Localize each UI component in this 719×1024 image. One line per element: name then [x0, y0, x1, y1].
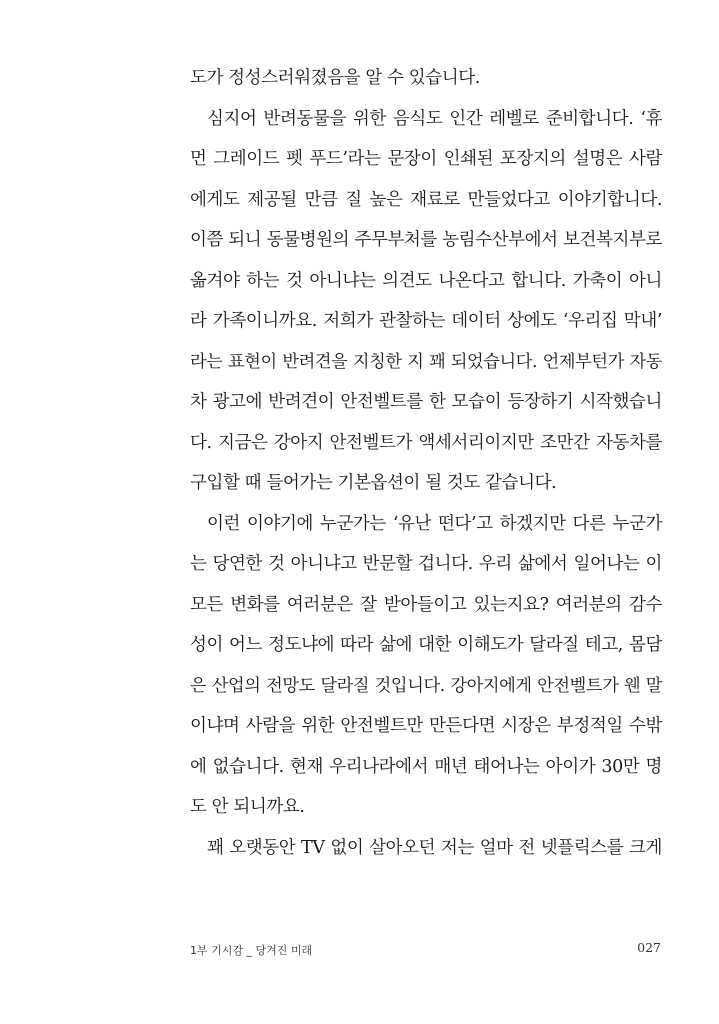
text-line: 차 광고에 반려견이 안전벨트를 한 모습이 등장하기 시작했습니 — [190, 392, 662, 412]
text-line: 에 없습니다. 현재 우리나라에서 매년 태어나는 아이가 30만 명 — [190, 756, 662, 777]
page-number: 027 — [637, 940, 661, 955]
text-line: 에게도 제공될 만큼 질 높은 재료로 만들었다고 이야기합니다. — [190, 189, 662, 210]
text-line: 심지어 반려동물을 위한 음식도 인간 레벨로 준비합니다. ‘휴 — [207, 108, 662, 129]
text-line: 구입할 때 들어가는 기본옵션이 될 것도 같습니다. — [190, 473, 557, 493]
body-text — [190, 58, 662, 868]
text-line: 도 안 되니까요. — [190, 797, 305, 817]
text-line: 이런 이야기에 누군가는 ‘유난 떤다’고 하겠지만 다른 누군가 — [207, 513, 662, 534]
text-line: 모든 변화를 여러분은 잘 받아들이고 있는지요? 여러분의 감수 — [190, 594, 662, 615]
text-line: 라 가족이니까요. 저희가 관찰하는 데이터 상에도 ‘우리집 막내’ — [190, 311, 662, 331]
text-line: 은 산업의 전망도 달라질 것입니다. 강아지에게 안전벨트가 웬 말 — [190, 675, 662, 696]
text-line: 옮겨야 하는 것 아니냐는 의견도 나온다고 합니다. 가축이 아니 — [190, 270, 662, 291]
text-line: 라는 표현이 반려견을 지칭한 지 꽤 되었습니다. 언제부턴가 자동 — [190, 351, 662, 372]
text-line: 이쯤 되니 동물병원의 주무부처를 농림수산부에서 보건복지부로 — [190, 230, 662, 250]
text-line: 성이 어느 정도냐에 따라 삶에 대한 이해도가 달라질 테고, 몸담 — [190, 635, 662, 655]
text-line: 다. 지금은 강아지 안전벨트가 액세서리이지만 조만간 자동차를 — [190, 432, 662, 453]
text-line: 꽤 오랫동안 TV 없이 살아오던 저는 얼마 전 넷플릭스를 크게 — [207, 837, 662, 858]
text-line: 도가 정성스러워졌음을 알 수 있습니다. — [190, 68, 480, 88]
text-line: 는 당연한 것 아니냐고 반문할 겁니다. 우리 삶에서 일어나는 이 — [190, 554, 662, 574]
running-head: 1부 기시감 _ 당겨진 미래 — [190, 944, 313, 957]
text-line: 이냐며 사람을 위한 안전벨트만 만든다면 시장은 부정적일 수밖 — [190, 716, 662, 736]
text-line: 먼 그레이드 펫 푸드’라는 문장이 인쇄된 포장지의 설명은 사람 — [190, 149, 662, 169]
